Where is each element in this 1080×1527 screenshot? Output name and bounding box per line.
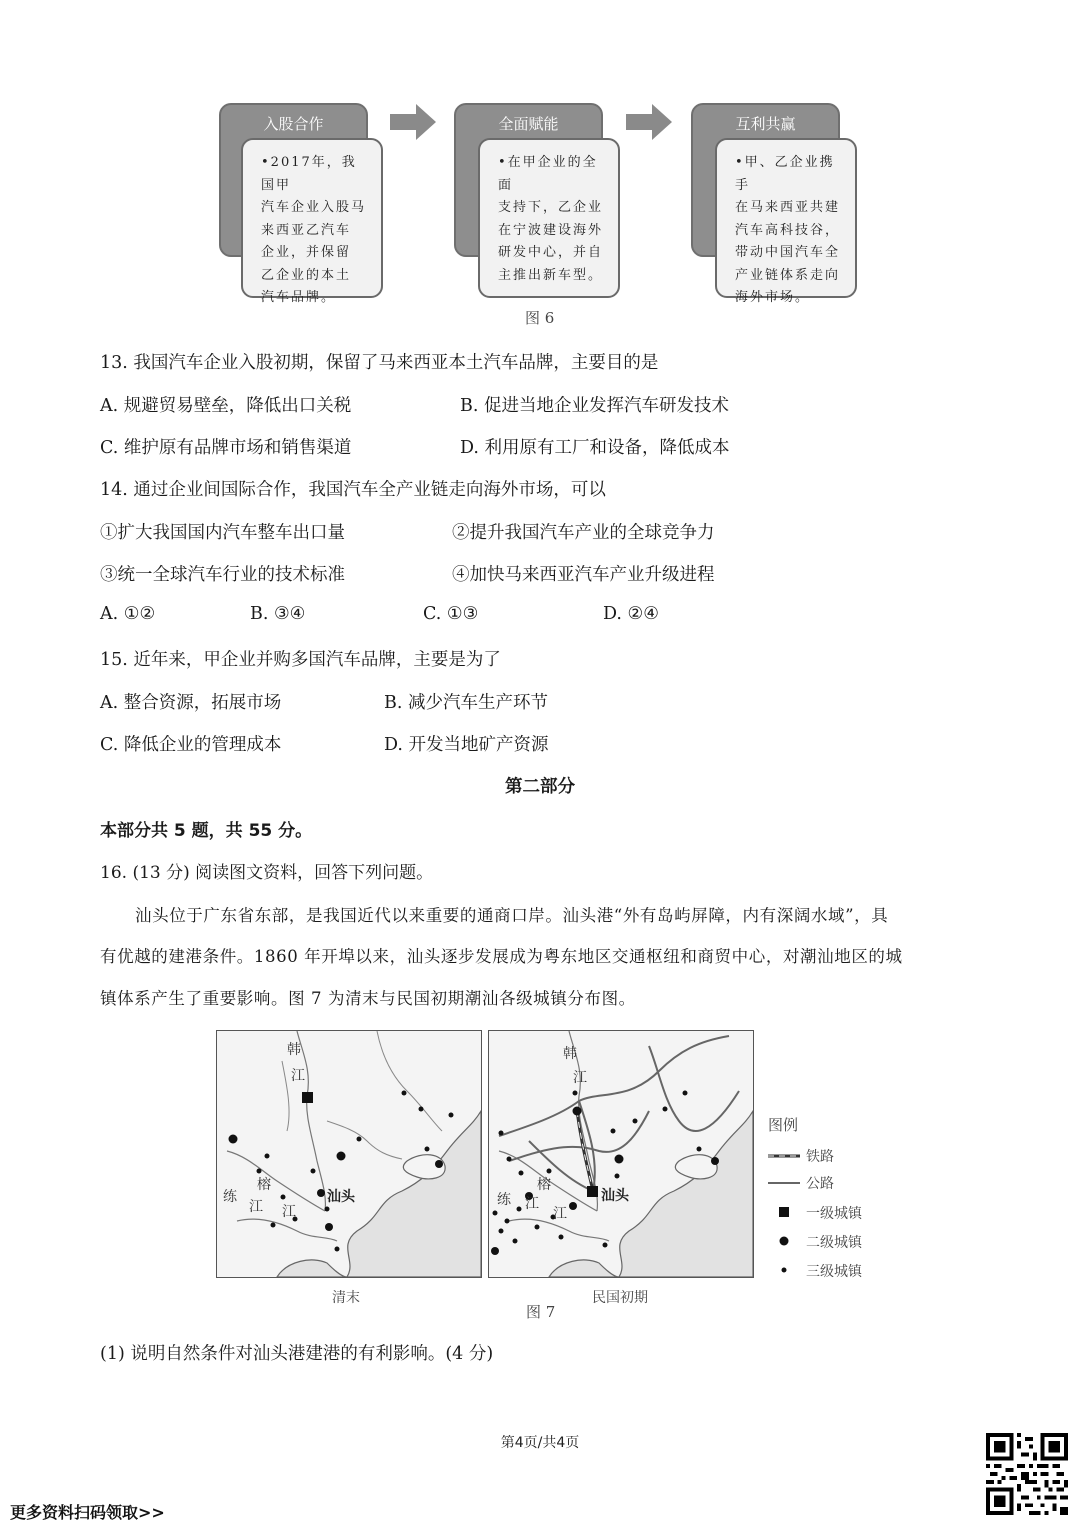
legend-level1-icon [778,1206,790,1218]
step3-line: 产业链体系走向 [735,267,841,283]
map-label-early-republic: 民国初期 [592,1290,648,1306]
legend-railway-icon [768,1151,800,1161]
q14-option-d: D. ②④ [603,604,659,624]
legend-title: 图例 [768,1116,799,1134]
label-lian-2: 江 [249,1199,263,1215]
step-body-3 [715,138,857,305]
figure-6-caption: 图 6 [525,309,555,327]
step-title-1: 入股合作 [263,115,324,133]
step1-line: 汽车企业入股马 [261,200,367,215]
step-title-3: 互利共赢 [735,115,796,133]
label-shantou: 汕头 [601,1188,629,1204]
q14-statement-4: ④加快马来西亚汽车产业升级进程 [452,565,715,585]
step2-line: 在宁波建设海外 [498,222,604,238]
step-body-1 [241,138,383,305]
legend-level3: 三级城镇 [806,1264,862,1280]
map-early-republic-svg [489,1031,753,1277]
q15-option-b: B. 减少汽车生产环节 [384,693,548,713]
step2-line: •在甲企业的全面 [498,155,598,193]
q16-sub1: (1) 说明自然条件对汕头港建港的有利影响。(4 分) [100,1344,494,1364]
step2-line: 研发中心，并自 [498,245,604,260]
step3-line: 海外市场。 [735,290,811,305]
label-han-1: 韩 [287,1042,301,1058]
part2-heading: 第二部分 [505,777,575,797]
q13-option-d: D. 利用原有工厂和设备，降低成本 [460,438,730,458]
q14-stem: 14. 通过企业间国际合作，我国汽车全产业链走向海外市场，可以 [100,480,606,500]
q16-stem: 16. (13 分) 阅读图文资料，回答下列问题。 [100,863,434,883]
more-resources-link[interactable]: 更多资料扫码领取>> [10,1503,165,1522]
q14-statement-1: ①扩大我国国内汽车整车出口量 [100,523,345,543]
label-shantou: 汕头 [327,1189,355,1205]
step2-line: 支持下，乙企业 [498,200,604,215]
q14-statement-3: ③统一全球汽车行业的技术标准 [100,565,345,585]
map-qing-end [216,1030,482,1278]
label-lian-1: 练 [497,1192,511,1208]
map-early-republic [488,1030,754,1278]
q15-option-d: D. 开发当地矿产资源 [384,735,549,755]
q13-option-c: C. 维护原有品牌市场和销售渠道 [100,438,352,458]
step1-line: 来西亚乙汽车 [261,222,352,238]
legend-road-icon [768,1178,800,1188]
label-rong-2: 江 [553,1206,567,1222]
label-rong-1: 榕 [257,1177,271,1193]
page-number: 第4页/共4页 [500,1435,580,1451]
q14-statement-2: ②提升我国汽车产业的全球竞争力 [452,523,715,543]
step-body-2 [478,138,620,298]
arrow-right-icon [390,104,436,140]
label-han-2: 江 [291,1068,305,1084]
legend-level2: 二级城镇 [806,1235,862,1251]
legend-level1: 一级城镇 [806,1206,862,1222]
label-han-1: 韩 [563,1046,577,1062]
step3-line: 在马来西亚共建 [735,200,841,215]
step3-line: 汽车高科技谷， [735,222,841,238]
step1-line: 汽车品牌。 [261,290,337,305]
legend-level2-icon [778,1235,790,1247]
qr-code-icon[interactable] [986,1433,1068,1515]
label-han-2: 江 [573,1070,587,1086]
step-title-2: 全面赋能 [498,115,559,133]
legend-level3-icon [778,1264,790,1276]
q14-option-b: B. ③④ [250,604,306,624]
figure-7-caption: 图 7 [526,1303,556,1321]
arrow-right-icon [626,104,672,140]
q16-material-line-2: 有优越的建港条件。1860 年开埠以来，汕头逐步发展成为粤东地区交通枢纽和商贸中心，对潮汕地区的城 [100,947,903,966]
step3-line: •甲、乙企业携手 [735,155,835,193]
map-qing-end-svg [217,1031,481,1277]
label-lian-2: 江 [525,1196,539,1212]
label-rong-1: 榕 [537,1177,551,1193]
step1-line: 乙企业的本土 [261,267,352,283]
legend-railway: 铁路 [806,1149,834,1165]
q15-option-c: C. 降低企业的管理成本 [100,735,282,755]
q15-stem: 15. 近年来，甲企业并购多国汽车品牌，主要是为了 [100,650,501,670]
q15-option-a: A. 整合资源，拓展市场 [100,693,282,713]
step3-line: 带动中国汽车全 [735,245,841,260]
q13-option-b: B. 促进当地企业发挥汽车研发技术 [460,396,729,416]
step1-line: 企业，并保留 [261,245,352,260]
q14-option-c: C. ①③ [423,604,479,624]
q13-stem: 13. 我国汽车企业入股初期，保留了马来西亚本土汽车品牌，主要目的是 [100,353,659,373]
q16-material-line-3: 镇体系产生了重要影响。图 7 为清末与民国初期潮汕各级城镇分布图。 [100,989,636,1008]
map-label-qing-end: 清末 [332,1290,360,1306]
legend-road: 公路 [806,1176,834,1192]
label-rong-2: 江 [282,1204,296,1220]
q13-option-a: A. 规避贸易壁垒，降低出口关税 [100,396,352,416]
part2-intro: 本部分共 5 题，共 55 分。 [100,821,313,841]
q16-material-line-1: 汕头位于广东省东部，是我国近代以来重要的通商口岸。汕头港“外有岛屿屏障，内有深阔水域”，具 [135,906,889,925]
step2-line: 主推出新车型。 [498,267,604,283]
label-lian-1: 练 [223,1189,237,1205]
step1-line: •2017年，我国甲 [261,155,357,193]
q14-option-a: A. ①② [100,604,156,624]
